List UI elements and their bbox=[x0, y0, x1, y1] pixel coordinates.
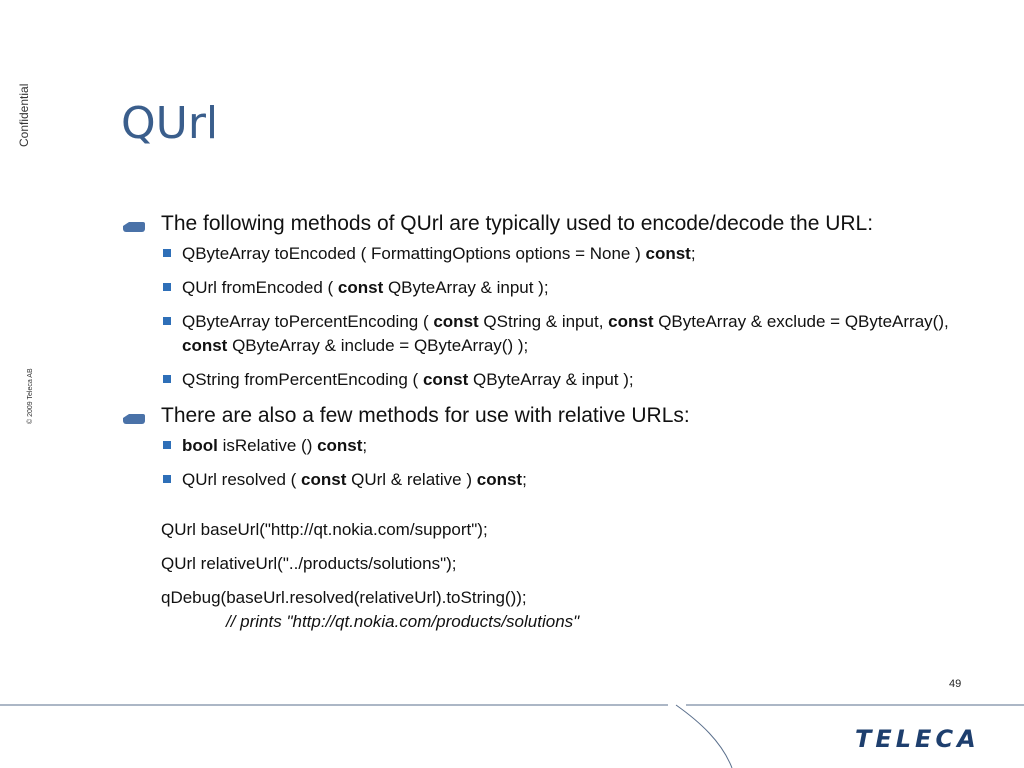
slide-content bbox=[121, 210, 981, 634]
text-segment: ; bbox=[690, 244, 696, 263]
keyword: const bbox=[645, 244, 691, 263]
bullet-text: The following methods of QUrl are typically used to encode/decode the URL: bbox=[161, 212, 874, 235]
keyword: const bbox=[317, 436, 363, 455]
square-bullet-icon bbox=[163, 249, 171, 257]
confidential-label: Confidential bbox=[17, 83, 31, 147]
code-example bbox=[121, 518, 981, 634]
keyword: bool bbox=[182, 436, 218, 455]
code-line: QUrl baseUrl("http://qt.nokia.com/support"); bbox=[161, 520, 488, 539]
text-segment: QUrl & relative ) bbox=[346, 470, 477, 489]
text-segment: QByteArray toEncoded ( FormattingOptions options = None ) bbox=[182, 244, 646, 263]
keyword: const bbox=[476, 470, 523, 489]
sub-bullet-from-percent-encoding bbox=[121, 368, 981, 392]
square-bullet-icon bbox=[163, 441, 171, 449]
page-number: 49 bbox=[949, 678, 962, 690]
keyword: const bbox=[337, 278, 384, 297]
square-bullet-icon bbox=[163, 317, 171, 325]
text-segment: QUrl resolved ( bbox=[182, 470, 302, 489]
text-segment: QString & input, bbox=[478, 312, 609, 331]
bullet-relative-urls bbox=[121, 402, 981, 430]
keyword: const bbox=[182, 336, 228, 355]
text-segment: ; bbox=[362, 436, 368, 455]
keyword: const bbox=[301, 470, 347, 489]
text-segment: QByteArray & exclude = QByteArray(), bbox=[653, 312, 949, 331]
text-segment: ; bbox=[522, 470, 527, 489]
logo-text: TELECA bbox=[855, 726, 980, 750]
keyword: const bbox=[433, 312, 479, 331]
sub-bullet-to-percent-encoding bbox=[121, 310, 981, 358]
sub-bullet-is-relative bbox=[121, 434, 981, 458]
square-bullet-icon bbox=[163, 375, 171, 383]
text-segment: QByteArray toPercentEncoding ( bbox=[182, 312, 434, 331]
code-comment: // prints "http://qt.nokia.com/products/solutions" bbox=[226, 612, 580, 631]
keyword: const bbox=[422, 370, 469, 389]
text-segment: QByteArray & include = QByteArray() ); bbox=[227, 336, 529, 355]
code-line: QUrl relativeUrl("../products/solutions"); bbox=[161, 554, 457, 573]
slide-title: QUrl bbox=[121, 98, 219, 149]
bullet-marker-icon bbox=[123, 414, 145, 424]
text-segment: isRelative () bbox=[217, 436, 318, 455]
text-segment: QUrl fromEncoded ( bbox=[182, 278, 338, 297]
bullet-encode-methods bbox=[121, 210, 981, 238]
teleca-logo bbox=[855, 726, 991, 750]
sub-bullet-resolved bbox=[121, 468, 981, 492]
text-segment: QString fromPercentEncoding ( bbox=[182, 370, 423, 389]
sub-bullet-from-encoded bbox=[121, 276, 981, 300]
square-bullet-icon bbox=[163, 283, 171, 291]
square-bullet-icon bbox=[163, 475, 171, 483]
text-segment: QByteArray & input ); bbox=[383, 278, 549, 297]
keyword: const bbox=[608, 312, 654, 331]
text-segment: QByteArray & input ); bbox=[468, 370, 634, 389]
copyright-label: © 2009 Teleca AB bbox=[27, 368, 34, 424]
sub-bullet-to-encoded bbox=[121, 242, 981, 266]
bullet-marker-icon bbox=[123, 222, 145, 232]
code-line: qDebug(baseUrl.resolved(relativeUrl).toString()); bbox=[161, 588, 527, 607]
bullet-text: There are also a few methods for use with relative URLs: bbox=[161, 404, 690, 427]
